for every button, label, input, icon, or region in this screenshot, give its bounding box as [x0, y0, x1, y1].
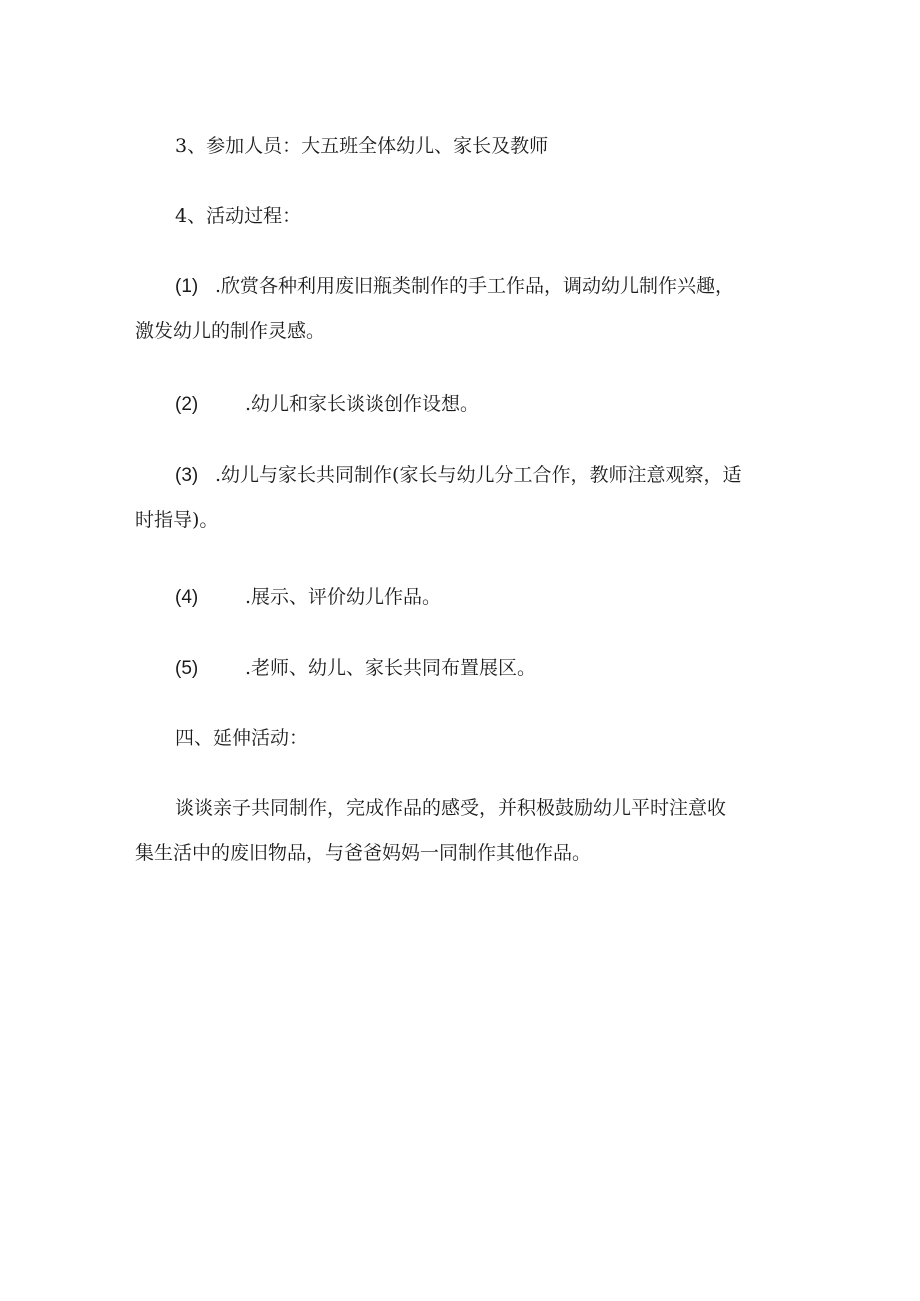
step-3-text: .幼儿与家长共同制作(家长与幼儿分工合作，教师注意观察，适	[215, 464, 742, 486]
extension-line-2: 集生活中的废旧物品，与爸爸妈妈一同制作其他作品。	[135, 842, 592, 864]
extension-line-1: 谈谈亲子共同制作，完成作品的感受，并积极鼓励幼儿平时注意收	[175, 797, 727, 819]
participants-text: 3、参加人员：大五班全体幼儿、家长及教师	[175, 135, 549, 157]
step-4-text: .展示、评价幼儿作品。	[245, 586, 442, 608]
step-5-text: .老师、幼儿、家长共同布置展区。	[245, 657, 537, 679]
step-1-line-1	[135, 264, 780, 309]
step-2-number: (2)	[175, 394, 199, 415]
step-2-line-1	[135, 382, 780, 427]
step-5-number: (5)	[175, 658, 199, 679]
step-1-number: (1)	[175, 276, 199, 297]
step-1-text: .欣赏各种利用废旧瓶类制作的手工作品，调动幼儿制作兴趣，	[215, 275, 735, 297]
step-1-line-2: 激发幼儿的制作灵感。	[135, 320, 326, 342]
extension-heading	[135, 716, 820, 761]
process-heading-text: 4、活动过程：	[175, 205, 302, 227]
step-4-line-1	[135, 575, 780, 620]
step-4	[135, 575, 780, 620]
participants-line	[135, 124, 820, 169]
step-3	[135, 453, 780, 543]
step-2	[135, 382, 780, 427]
step-2-text: .幼儿和家长谈谈创作设想。	[245, 393, 480, 415]
extension-paragraph	[135, 786, 780, 876]
step-1	[135, 264, 780, 354]
extension-heading-text: 四、延伸活动：	[175, 727, 309, 749]
step-4-number: (4)	[175, 587, 199, 608]
process-heading	[135, 194, 820, 239]
step-3-number: (3)	[175, 465, 199, 486]
step-3-line-1	[135, 453, 780, 498]
step-5-line-1	[135, 646, 780, 691]
step-3-line-2: 时指导)。	[135, 509, 219, 531]
step-5	[135, 646, 780, 691]
